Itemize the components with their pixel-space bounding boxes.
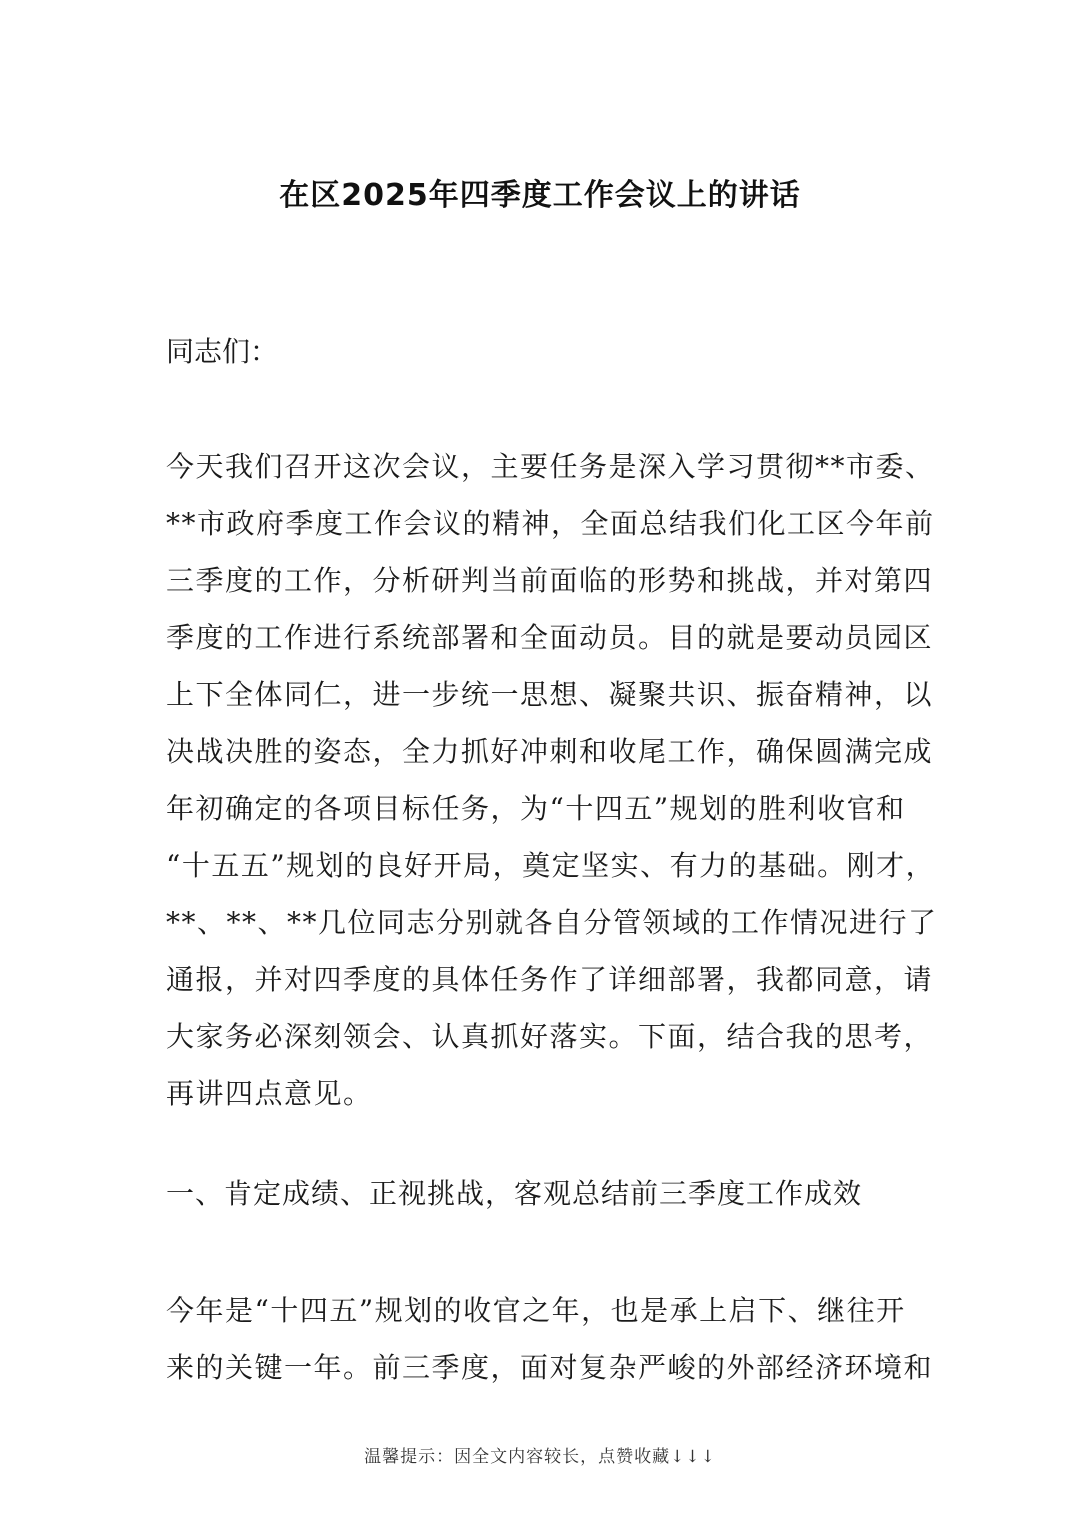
- document-title: 在区2025年四季度工作会议上的讲话: [279, 178, 801, 213]
- footer-tip: 温馨提示：因全文内容较长，点赞收藏↓↓↓: [364, 1447, 716, 1467]
- paragraph-line: 再讲四点意见。: [166, 1077, 373, 1110]
- paragraph-line: 来的关键一年。前三季度，面对复杂严峻的外部经济环境和: [166, 1351, 934, 1384]
- paragraph-line: 三季度的工作，分析研判当前面临的形势和挑战，并对第四: [166, 564, 934, 597]
- paragraph-line: 大家务必深刻领会、认真抓好落实。下面，结合我的思考，: [166, 1020, 934, 1053]
- paragraph-line: 季度的工作进行系统部署和全面动员。目的就是要动员园区: [166, 621, 934, 654]
- paragraph-line: “十五五”规划的良好开局，奠定坚实、有力的基础。刚才，: [166, 849, 936, 882]
- paragraph-intro: [166, 438, 936, 1122]
- paragraph-line: **、**、**几位同志分别就各自分管领域的工作情况进行了: [166, 906, 938, 939]
- salutation: 同志们：: [166, 335, 279, 368]
- paragraph-line: 今年是“十四五”规划的收官之年，也是承上启下、继往开: [166, 1294, 906, 1327]
- paragraph-line: 今天我们召开这次会议，主要任务是深入学习贯彻**市委、: [166, 450, 935, 483]
- section-heading-1: 一、肯定成绩、正视挑战，客观总结前三季度工作成效: [166, 1177, 863, 1210]
- paragraph-line: 决战决胜的姿态，全力抓好冲刺和收尾工作，确保圆满完成: [166, 735, 934, 768]
- paragraph-line: 年初确定的各项目标任务，为“十四五”规划的胜利收官和: [166, 792, 906, 825]
- paragraph-line: 通报，并对四季度的具体任务作了详细部署，我都同意，请: [166, 963, 934, 996]
- paragraph-section1: [166, 1282, 936, 1396]
- paragraph-line: 上下全体同仁，进一步统一思想、凝聚共识、振奋精神，以: [166, 678, 934, 711]
- paragraph-line: **市政府季度工作会议的精神，全面总结我们化工区今年前: [166, 507, 935, 540]
